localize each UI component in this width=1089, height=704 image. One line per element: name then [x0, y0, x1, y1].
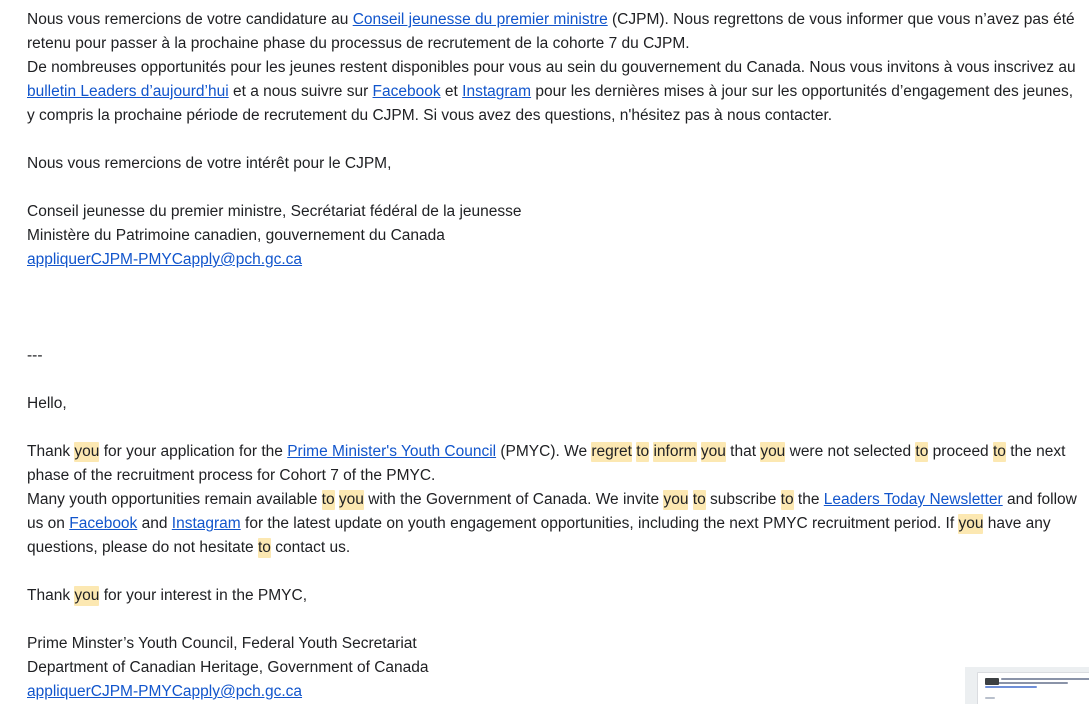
link-conseil-jeunesse-premier-ministre[interactable]: Conseil jeunesse du premier ministre — [352, 11, 608, 28]
english-closing-text-2: for your interest in the PMYC, — [99, 587, 307, 604]
link-facebook-french[interactable]: Facebook — [372, 83, 441, 100]
document-preview-thumbnail[interactable] — [965, 667, 1089, 704]
highlight-you-2: you — [700, 443, 726, 460]
highlight-inform: inform — [653, 443, 697, 460]
spacer — [27, 128, 1081, 152]
thumbnail-first-row — [985, 678, 1089, 680]
highlight-to-3: to — [993, 443, 1006, 460]
link-bulletin-leaders-aujourdhui[interactable]: bulletin Leaders d’aujourd’hui — [27, 83, 229, 100]
french-closing: Nous vous remercions de votre intérêt pour le CJPM, — [27, 155, 392, 172]
link-leaders-today-newsletter[interactable]: Leaders Today Newsletter — [823, 491, 1003, 508]
highlight-to-1: to — [636, 443, 650, 460]
highlight-regret: regret — [591, 443, 632, 460]
spacer — [27, 416, 1081, 440]
english-closing — [27, 584, 1081, 608]
french-p2-text-1: De nombreuses opportunités pour les jeunes restent disponibles pour vous au sein du gouvernement du Canada. Nous vous invitons à vous inscrivez au — [27, 59, 1076, 76]
french-p1-text-after-link: (CJPM). Nous regrettons de vous informer que vous n’avez pas été retenu pour passer à la prochaine phase du processus de recrutement de la cohorte 7 du CJPM. — [27, 11, 1075, 52]
highlight-you-6: you — [958, 515, 984, 532]
french-signature-line-2: Ministère du Patrimoine canadien, gouvernement du Canada — [27, 227, 445, 244]
french-paragraph-2 — [27, 56, 1081, 128]
spacer — [27, 608, 1081, 632]
english-p1-text-2: for your application for the — [99, 443, 288, 460]
english-p2-text-7: and follow us on — [27, 491, 1077, 532]
english-signature-line-1: Prime Minster’s Youth Council, Federal Youth Secretariat — [27, 635, 417, 652]
english-signature-email — [27, 680, 1081, 704]
highlight-to-5: to — [692, 491, 706, 508]
highlight-you-3: you — [760, 443, 786, 460]
english-p1-text-9: proceed — [928, 443, 993, 460]
spacer — [27, 560, 1081, 584]
highlight-you-1: you — [74, 443, 100, 460]
english-p2-text-10: have any questions, please do not hesitate — [27, 515, 1051, 556]
english-p1-text-7: that — [725, 443, 761, 460]
english-signature-line-2: Department of Canadian Heritage, Government of Canada — [27, 659, 429, 676]
language-separator: --- — [27, 347, 43, 364]
english-paragraph-1 — [27, 440, 1081, 488]
french-p2-text-3: et — [440, 83, 463, 100]
spacer — [27, 176, 1081, 200]
english-p1-text-8: were not selected — [785, 443, 916, 460]
english-p1-text-3: (PMYC). We — [496, 443, 592, 460]
link-prime-ministers-youth-council[interactable]: Prime Minister's Youth Council — [287, 443, 497, 460]
english-closing-text-1: Thank — [27, 587, 75, 604]
highlight-you-4: you — [338, 491, 364, 508]
spacer — [985, 691, 1089, 697]
french-p1-text-before-link: Nous vous remercions de votre candidature au — [27, 11, 353, 28]
english-p2-text-3: with the Government of Canada. We invite — [363, 491, 664, 508]
spacer — [27, 368, 1081, 392]
english-paragraph-2 — [27, 488, 1081, 560]
english-p2-text-9: for the latest update on youth engagement opportunities, including the next PMYC recruitment period. If — [240, 515, 959, 532]
english-greeting: Hello, — [27, 395, 67, 412]
french-signature-email — [27, 248, 1081, 272]
thumbnail-card[interactable] — [977, 672, 1089, 704]
english-p2-text-5: subscribe — [705, 491, 781, 508]
english-p2-text-11: contact us. — [270, 539, 351, 556]
english-p2-text-8: and — [137, 515, 172, 532]
french-p2-text-4: pour les dernières mises à jour sur les opportunités d’engagement des jeunes, y compris la prochaine période de recrutement du CJPM. Si vous avez des questions, n'hésitez pas à nous contacter. — [27, 83, 1074, 124]
link-instagram-english[interactable]: Instagram — [171, 515, 241, 532]
thumbnail-selection-block — [985, 678, 999, 685]
highlight-to-6: to — [780, 491, 794, 508]
highlight-you-7: you — [74, 587, 100, 604]
english-p2-text-1: Many youth opportunities remain available — [27, 491, 322, 508]
highlight-to-2: to — [915, 443, 929, 460]
french-signature-line-1: Conseil jeunesse du premier ministre, Secrétariat fédéral de la jeunesse — [27, 203, 522, 220]
thumbnail-text-line — [1001, 678, 1089, 680]
thumbnail-link-line — [985, 686, 1037, 688]
email-link-french[interactable]: appliquerCJPM-PMYCapply@pch.gc.ca — [27, 251, 303, 268]
link-facebook-english[interactable]: Facebook — [69, 515, 138, 532]
french-paragraph-1 — [27, 8, 1081, 56]
email-body — [27, 8, 1081, 704]
english-p1-text-1: Thank — [27, 443, 75, 460]
highlight-to-4: to — [321, 491, 335, 508]
spacer — [27, 320, 1081, 344]
highlight-you-5: you — [663, 491, 689, 508]
link-instagram-french[interactable]: Instagram — [462, 83, 532, 100]
french-p2-text-2: et a nous suivre sur — [228, 83, 373, 100]
thumbnail-content — [985, 678, 1089, 704]
thumbnail-separator-line — [985, 697, 995, 699]
english-p1-text-10: the next phase of the recruitment process for Cohort 7 of the PMYC. — [27, 443, 1066, 484]
spacer — [27, 272, 1081, 296]
spacer — [27, 296, 1081, 320]
english-p2-text-6: the — [793, 491, 824, 508]
highlight-to-7: to — [257, 539, 271, 556]
email-link-english[interactable]: appliquerCJPM-PMYCapply@pch.gc.ca — [27, 683, 303, 700]
